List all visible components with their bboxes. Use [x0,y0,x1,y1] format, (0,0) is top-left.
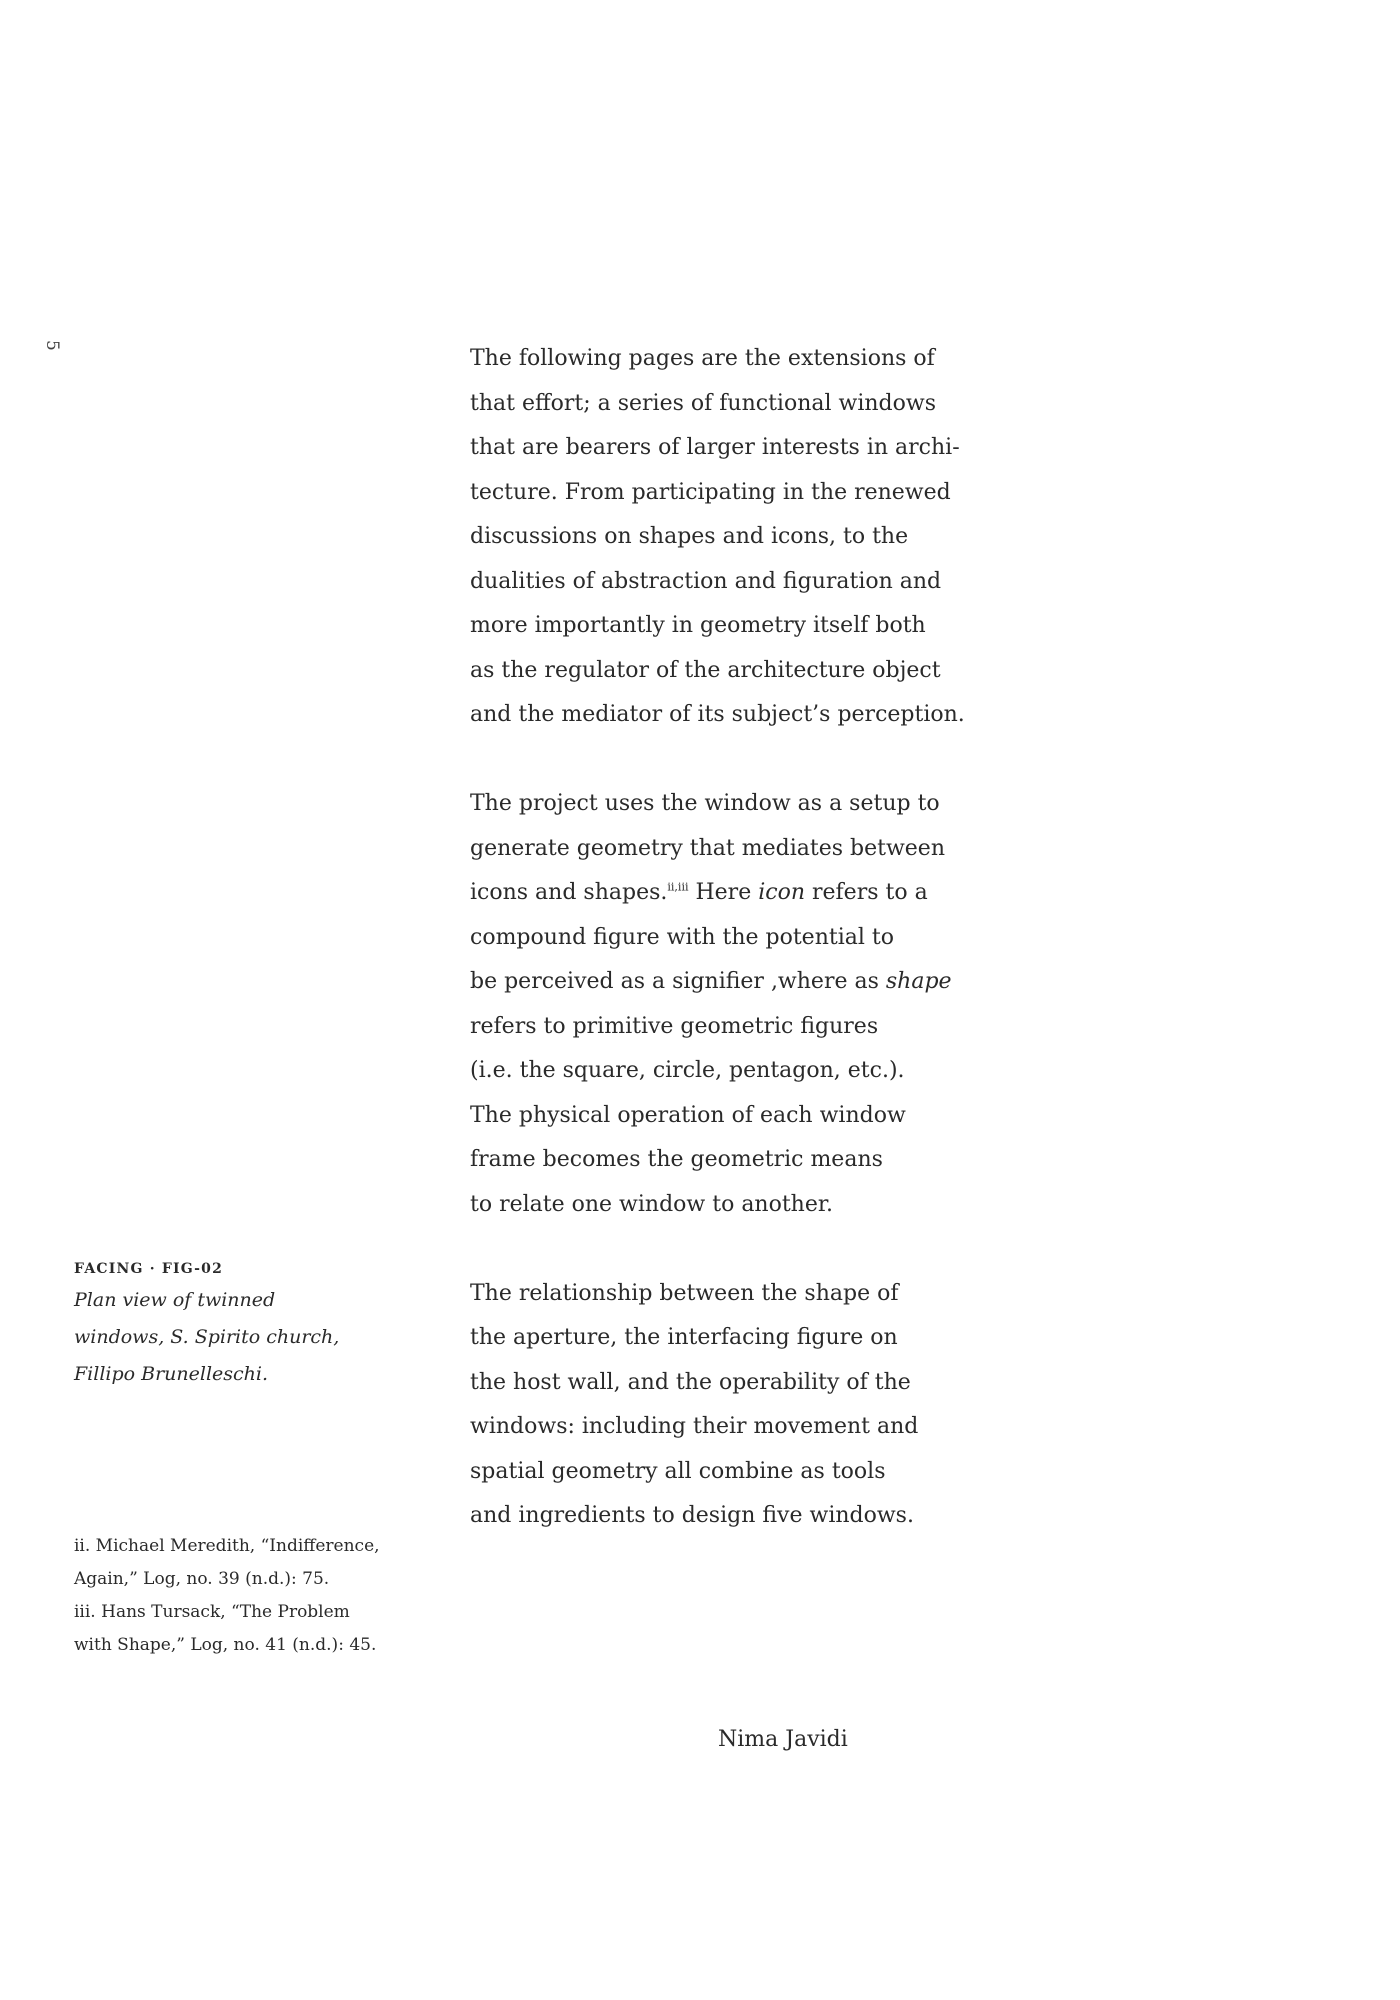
text-line: that are bearers of larger interests in archi- [470,435,960,460]
footnote-line: Again,” Log, no. 39 (n.d.): 75. [74,1569,330,1589]
text-line [470,960,990,1005]
text-line: and the mediator of its subject’s perception. [470,702,965,727]
text-fragment: icons and shapes. [470,880,668,905]
text-fragment: be perceived as a signifier ,where as [470,969,886,994]
text-fragment: Here [688,880,759,905]
paragraph-2 [470,782,990,1227]
text-line: to relate one window to another. [470,1191,833,1217]
text-line: and ingredients to design five windows. [470,1503,914,1528]
text-fragment: refers to a [805,880,928,905]
text-line: discussions on shapes and icons, to the [470,524,909,549]
footnotes [74,1530,394,1662]
text-line: (i.e. the square, circle, pentagon, etc.). [470,1058,905,1083]
page-number: 5 [42,340,62,351]
text-line: that effort; a series of functional windows [470,390,936,416]
text-line: spatial geometry all combine as tools [470,1458,886,1484]
text-line: The relationship between the shape of [470,1280,899,1306]
footnote-line: with Shape,” Log, no. 41 (n.d.): 45. [74,1635,377,1655]
text-line: The following pages are the extensions of [470,346,935,371]
paragraph-3 [470,1272,990,1539]
footnote-line: iii. Hans Tursack, “The Problem [74,1602,350,1622]
text-line: generate geometry that mediates between [470,835,945,861]
text-line: the aperture, the interfacing figure on [470,1325,898,1350]
footnote-line: ii. Michael Meredith, “Indifference, [74,1536,380,1556]
text-line: windows: including their movement and [470,1414,919,1439]
paragraph-1 [470,337,990,738]
text-line: The physical operation of each window [470,1102,906,1128]
text-line: The project uses the window as a setup to [470,791,940,816]
text-line: the host wall, and the operability of the [470,1369,911,1395]
body-text [470,337,990,1583]
text-line: as the regulator of the architecture object [470,657,941,683]
text-line: tecture. From participating in the renewed [470,479,951,505]
caption-text [74,1282,374,1393]
caption-line: Fillipo Brunelleschi. [74,1363,269,1385]
emphasis-shape-term: shape [885,969,952,994]
text-line: compound figure with the potential to [470,924,894,950]
figure-caption [74,1256,374,1393]
text-line: refers to primitive geometric figures [470,1013,879,1039]
caption-line: Plan view of twinned [74,1289,276,1311]
text-line [470,871,990,916]
caption-label: FACING · FIG-02 [74,1261,224,1277]
text-line: dualities of abstraction and figuration and [470,568,942,594]
text-line: frame becomes the geometric means [470,1147,883,1172]
text-line: more importantly in geometry itself both [470,613,926,638]
emphasis-icon-term: icon [758,880,805,905]
footnote-reference: ii,iii [667,880,689,894]
caption-line: windows, S. Spirito church, [74,1326,340,1348]
author-name: Nima Javidi [718,1727,848,1752]
